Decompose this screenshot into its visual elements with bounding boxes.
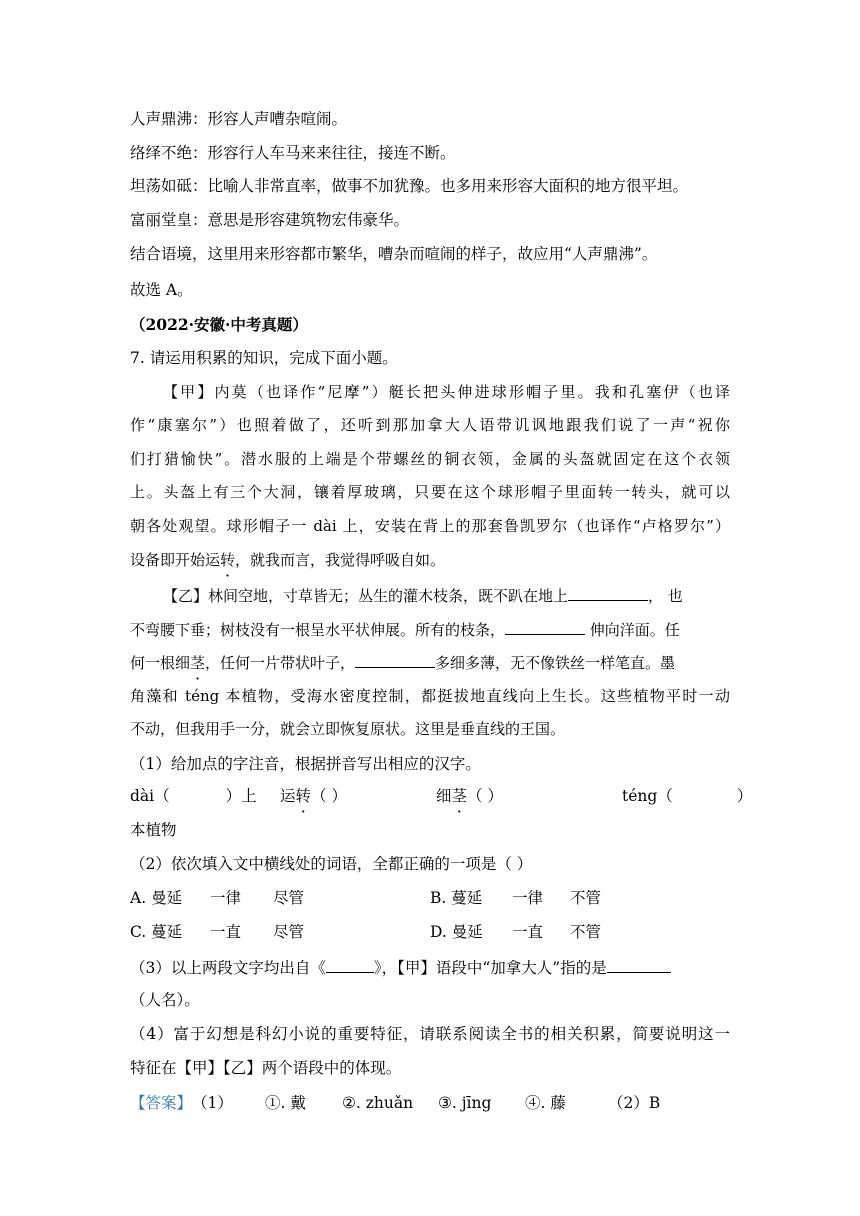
answer-item: （2）B [608,1094,661,1112]
q4-line: （4）富于幻想是科幻小说的重要特征，请联系阅读全书的相关积累，简要说明这一 [130,1025,730,1043]
option-word: 不管 [570,889,602,907]
dotted-char: 茎 [451,787,468,805]
passage-jia-line: 【甲】内莫（也译作“尼摩”）艇长把头伸进球形帽子里。我和孔塞伊（也译 [163,383,730,401]
answer-item: （1） [192,1094,233,1112]
text-span: 设备即开始运 [130,551,221,569]
option-c[interactable] [130,921,182,943]
option-label: A. [130,889,147,907]
answer-line [130,1092,735,1114]
fill-blank[interactable] [607,956,671,973]
passage-jia-line: 朝各处观望。球形帽子一 dài 上，安装在背上的那套鲁凯罗尔（也译作“卢格罗尔”） [130,517,730,535]
q1-item [130,785,257,807]
option-word: 蔓延 [451,889,483,907]
passage-jia-line: 作“康塞尔”）也照着做了，还听到那加拿大人语带讥讽地跟我们说了一声“祝你 [130,416,730,434]
text-span: 【乙】林间空地，寸草皆无；丛生的灌木枝条，既不趴在地上 [163,587,569,605]
option-word: 尽管 [273,923,305,941]
option-b[interactable] [430,887,482,909]
dotted-char: 转 [220,551,236,569]
text-span: 细 [436,787,452,805]
q3-line: （人名）。 [130,991,200,1009]
q1-item [622,785,752,807]
source-tag: （2022·安徽·中考真题） [130,315,308,334]
text-span: （3）以上两段文字均出自《 [130,959,326,977]
q1-item [280,785,347,807]
text-span: téng（ [622,787,673,805]
definition-line: 络绎不绝：形容行人车马来来往往，接连不断。 [130,144,456,162]
text-span: 不弯腰下垂；树枝没有一根呈水平状伸展。所有的枝条， [130,621,506,639]
passage-yi-line [163,584,768,607]
option-d[interactable] [430,921,483,943]
q1-tail: 本植物 [130,821,177,839]
text-span: 》，【甲】语段中“加拿大人”指的是 [373,959,607,977]
text-span: 何一根细 [130,654,191,672]
definition-line: 人声鼎沸：形容人声嘈杂喧闹。 [130,110,348,128]
text-span: 运 [280,787,296,805]
text-span: 多细多薄，无不像铁丝一样笔直。墨 [435,654,676,672]
text-span: ， 也 [648,587,683,605]
text-span: ，就我而言，我觉得呼吸自如。 [235,551,446,569]
q1-item [436,785,503,807]
option-word: 曼延 [151,889,183,907]
option-word: 曼延 [451,923,483,941]
text-span: ，任何一片带状叶子， [205,654,356,672]
passage-yi-line: 角藻和 téng 本植物，受海水密度控制，都挺拔地直线向上生长。这些植物平时一动 [130,687,730,705]
fill-blank[interactable] [355,651,435,668]
text-span: （ ） [467,787,503,805]
passage-yi-line [130,651,735,674]
q2-option-row [130,921,735,943]
text-span: dài（ [130,787,170,805]
passage-jia-line: 上。头盔上有三个大洞，镶着厚玻璃，只要在这个球形帽子里面转一转头，就可以 [130,483,730,501]
q4-line: 特征在【甲】【乙】两个语段中的体现。 [130,1059,402,1077]
dotted-char: 茎 [190,654,206,672]
answer-item: ③. jīng [438,1094,492,1112]
choice-line: 故选 A。 [130,281,193,299]
option-label: C. [130,923,147,941]
q2-option-row [130,887,735,909]
answer-tag: 【答案】 [130,1094,193,1112]
answer-item: ②. zhuǎn [342,1094,414,1112]
fill-blank[interactable] [568,584,648,601]
passage-yi-line [130,618,735,641]
q1-prompt: （1）给加点的字注音，根据拼音写出相应的汉字。 [130,755,481,773]
text-span: ）上 [225,787,257,805]
dotted-char: 转 [295,787,312,805]
option-label: D. [430,923,447,941]
option-a[interactable] [130,887,182,909]
option-word: 一律 [210,889,242,907]
text-span: 伸向洋面。任 [585,621,680,639]
passage-jia-line [130,549,735,571]
passage-yi-line: 不动，但我用手一分，就会立即恢复原状。这里是垂直线的王国。 [130,720,566,738]
option-word: 一直 [210,923,242,941]
answer-item: ④. 藤 [525,1094,566,1112]
definition-line: 富丽堂皇：意思是形容建筑物宏伟豪华。 [130,211,410,229]
text-span: ） [736,787,753,805]
q3-line [130,956,735,979]
text-span: （ ） [311,787,347,805]
option-word: 不管 [570,923,602,941]
option-label: B. [430,889,447,907]
definition-line: 坦荡如砥：比喻人非常直率，做事不加犹豫。也多用来形容大面积的地方很平坦。 [130,177,689,195]
option-word: 尽管 [273,889,305,907]
q1-items [130,785,753,807]
option-word: 一律 [512,889,544,907]
explanation-line: 结合语境，这里用来形容都市繁华，嘈杂而喧闹的样子，故应用“人声鼎沸”。 [130,245,658,263]
fill-blank[interactable] [505,618,585,635]
passage-jia-line: 们打猎愉快”。潜水服的上端是个带螺丝的铜衣领，金属的头盔就固定在这个衣领 [130,450,730,468]
option-word: 一直 [512,923,544,941]
answer-item: ①. 戴 [265,1094,306,1112]
option-word: 蔓延 [151,923,183,941]
q2-prompt: （2）依次填入文中横线处的词语，全都正确的一项是（ ） [130,855,533,873]
fill-blank[interactable] [326,956,374,973]
question-title: 7. 请运用积累的知识，完成下面小题。 [130,349,398,367]
